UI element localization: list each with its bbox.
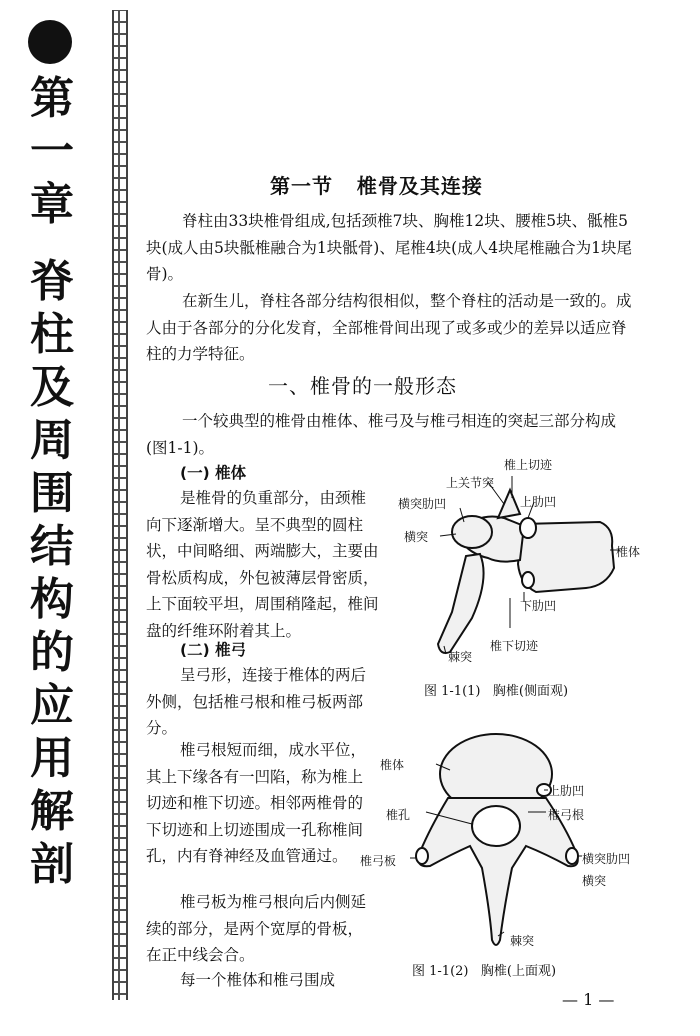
- chapter-title-char: 结: [30, 521, 74, 572]
- chapter-title-char: 脊: [30, 256, 74, 307]
- chapter-title-char: 剖: [30, 839, 74, 890]
- chapter-title-char: 构: [30, 574, 74, 625]
- chapter-title-char: 柱: [30, 309, 74, 360]
- label-superior-notch: 椎上切迹: [504, 458, 553, 472]
- page-number: — 1 —: [562, 990, 615, 1009]
- chapter-bullet: [28, 20, 72, 64]
- label-spinous-process: 棘突: [510, 934, 535, 948]
- figure-caption: 图 1-1(2) 胸椎(上面观): [412, 964, 557, 979]
- decorative-border: [112, 10, 128, 1000]
- label-transverse-process: 横突: [404, 530, 429, 544]
- paragraph: 椎弓根短而细，成水平位，其上下缘各有一凹陷，称为椎上切迹和椎下切迹。相邻两椎骨的下切迹和上切迹围成一孔称椎间孔，内有脊神经及血管通过。: [146, 741, 367, 865]
- chapter-title-char: 解: [30, 786, 74, 837]
- paragraph: 呈弓形，连接于椎体的两后外侧，包括椎弓根和椎弓板两部分。: [146, 666, 367, 737]
- label-vertebral-body: 椎体: [380, 758, 405, 772]
- label-superior-articular: 上关节突: [446, 476, 495, 490]
- chapter-title-char: 周: [30, 415, 74, 466]
- chapter-title-char: 章: [30, 179, 74, 230]
- section-title: 第一节 椎骨及其连接: [270, 174, 483, 198]
- label-pedicle: 椎弓根: [548, 808, 585, 822]
- heading-vertebral-arch: (二) 椎弓: [180, 641, 247, 659]
- paragraph: 一个较典型的椎骨由椎体、椎弓及与椎弓相连的突起三部分构成(图1-1)。: [146, 412, 617, 457]
- label-inferior-costal-facet: 下肋凹: [520, 599, 557, 613]
- chapter-title-char: 用: [30, 733, 74, 784]
- heading-vertebral-body: (一) 椎体: [180, 464, 247, 482]
- vertebra-superior-illustration: [400, 728, 610, 954]
- label-superior-costal-facet: 上肋凹: [548, 784, 585, 798]
- label-vertebral-foramen: 椎孔: [386, 808, 411, 822]
- chapter-title-char: 及: [30, 362, 74, 413]
- paragraph: 椎弓板为椎弓根向后内侧延续的部分，是两个宽厚的骨板，在正中线会合。: [146, 893, 367, 964]
- label-spinous-process: 棘突: [448, 650, 473, 664]
- label-lamina: 椎弓板: [360, 854, 397, 868]
- label-inferior-notch: 椎下切迹: [490, 639, 539, 653]
- chapter-title-char: 应: [30, 680, 74, 731]
- chapter-title-char: 一: [30, 126, 74, 177]
- label-transverse-costal-facet: 横突肋凹: [398, 497, 447, 511]
- label-transverse-process: 横突: [582, 874, 607, 888]
- paragraph: 在新生儿，脊柱各部分结构很相似，整个脊柱的活动是一致的。成人由于各部分的分化发育，全部椎骨间出现了或多或少的差异以适应脊柱的力学特征。: [146, 292, 632, 363]
- paragraph: 每一个椎体和椎弓围成: [180, 971, 336, 989]
- paragraph: 是椎骨的负重部分，由颈椎向下逐渐增大。呈不典型的圆柱状，中间略细、两端膨大，主要由骨松质构成，外包被薄层骨密质，上下面较平坦，周围稍隆起，椎间盘的纤维环附着其上。: [146, 489, 379, 640]
- paragraph: 脊柱由33块椎骨组成,包括颈椎7块、胸椎12块、腰椎5块、骶椎5块(成人由5块骶椎融合为1块骶骨)、尾椎4块(成人4块尾椎融合为1块尾骨)。: [146, 212, 632, 283]
- figure-caption: 图 1-1(1) 胸椎(侧面观): [424, 684, 569, 699]
- chapter-title-char: 围: [30, 468, 74, 519]
- subsection-title: 一、椎骨的一般形态: [268, 374, 457, 398]
- chapter-title-char: 的: [30, 627, 74, 678]
- label-transverse-costal-facet: 横突肋凹: [582, 852, 631, 866]
- label-vertebral-body: 椎体: [616, 545, 641, 559]
- chapter-title-char: 第: [30, 73, 74, 124]
- label-superior-costal-facet: 上肋凹: [520, 495, 557, 509]
- chapter-title: [22, 72, 82, 891]
